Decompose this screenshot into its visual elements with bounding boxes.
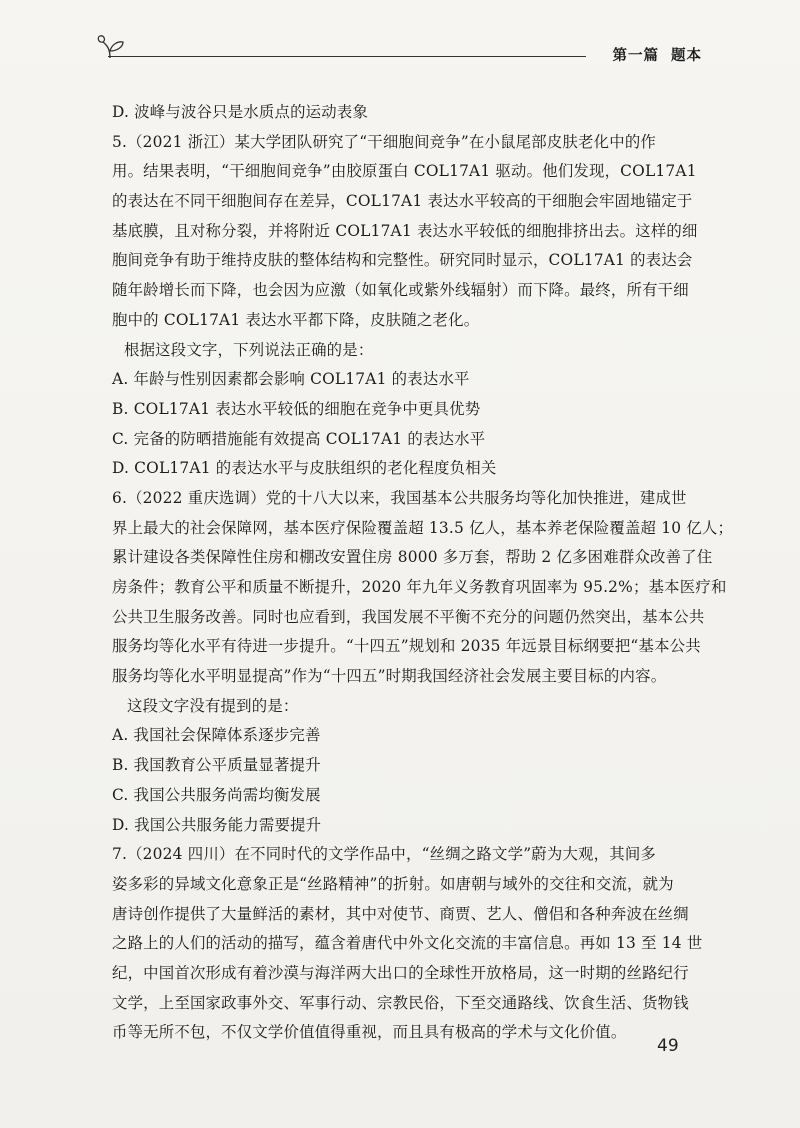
option-line: D. 我国公共服务能力需要提升 <box>112 815 322 834</box>
running-header <box>96 34 702 70</box>
paragraph-line: 累计建设各类保障性住房和棚改安置住房 8000 多万套，帮助 2 亿多困难群众改善了住 <box>112 548 713 567</box>
option-line: C. 我国公共服务尚需均衡发展 <box>112 785 321 804</box>
paragraph-line: 基底膜，且对称分裂，并将附近 COL17A1 表达水平较低的细胞排挤出去。这样的细 <box>112 221 698 240</box>
sprout-icon <box>96 34 130 62</box>
paragraph-line: 之路上的人们的活动的描写，蕴含着唐代中外文化交流的丰富信息。再如 13 至 14 世 <box>112 934 703 953</box>
paragraph-line: 纪，中国首次形成有着沙漠与海洋两大出口的全球性开放格局，这一时期的丝路纪行 <box>112 963 689 982</box>
option-line: B. COL17A1 表达水平较低的细胞在竞争中更具优势 <box>112 399 481 418</box>
option-line: D. 波峰与波谷只是水质点的运动表象 <box>112 103 369 121</box>
paragraph-line: 币等无所不包，不仅文学价值值得重视，而且具有极高的学术与文化价值。 <box>112 1023 627 1042</box>
paragraph-line: 房条件；教育公平和质量不断提升，2020 年九年义务教育巩固率为 95.2%；基本医疗和 <box>112 578 727 596</box>
question-line: 5.（2021 浙江）某大学团队研究了“干细胞间竞争”在小鼠尾部皮肤老化中的作 <box>112 132 656 151</box>
paragraph-line: 的表达在不同干细胞间存在差异，COL17A1 表达水平较高的干细胞会牢固地锚定于 <box>112 192 693 211</box>
option-line: C. 完备的防晒措施能有效提高 COL17A1 的表达水平 <box>112 429 486 448</box>
paragraph-line: 随年龄增长而下降，也会因为应激（如氧化或紫外线辐射）而下降。最终，所有干细 <box>112 281 689 300</box>
page-number: 49 <box>657 1036 679 1056</box>
question-prompt: 根据这段文字，下列说法正确的是： <box>124 340 374 359</box>
paragraph-line: 文学，上至国家政事外交、军事行动、宗教民俗，下至交通路线、饮食生活、货物钱 <box>112 993 689 1012</box>
option-line: B. 我国教育公平质量显著提升 <box>112 756 321 775</box>
option-line: A. 我国社会保障体系逐步完善 <box>112 726 321 745</box>
question-prompt: 这段文字没有提到的是： <box>127 696 299 715</box>
header-title <box>613 44 703 65</box>
option-line: D. COL17A1 的表达水平与皮肤组织的老化程度负相关 <box>112 459 497 478</box>
header-topic: 题本 <box>671 48 702 64</box>
body-text <box>112 98 734 1048</box>
paragraph-line: 服务均等化水平有待进一步提升。“十四五”规划和 2035 年远景目标纲要把“基本公共 <box>112 637 701 656</box>
question-line: 7.（2024 四川）在不同时代的文学作品中，“丝绸之路文学”蔚为大观，其间多 <box>112 845 656 864</box>
paragraph-line: 服务均等化水平明显提高”作为“十四五”时期我国经济社会发展主要目标的内容。 <box>112 667 667 686</box>
question-line: 6.（2022 重庆选调）党的十八大以来，我国基本公共服务均等化加快推进，建成世 <box>112 488 687 507</box>
paragraph-line: 胞中的 COL17A1 表达水平都下降，皮肤随之老化。 <box>112 310 480 329</box>
paragraph-line: 界上最大的社会保障网，基本医疗保险覆盖超 13.5 亿人，基本养老保险覆盖超 10 亿人； <box>112 518 734 537</box>
header-section: 第一篇 <box>612 48 659 64</box>
header-rule <box>108 56 586 57</box>
paragraph-line: 姿多彩的异域文化意象正是“丝路精神”的折射。如唐朝与域外的交往和交流，就为 <box>112 874 674 893</box>
paragraph-line: 唐诗创作提供了大量鲜活的素材，其中对使节、商贾、艺人、僧侣和各种奔波在丝绸 <box>112 904 689 923</box>
paragraph-line: 胞间竞争有助于维持皮肤的整体结构和完整性。研究同时显示，COL17A1 的表达会 <box>112 251 693 270</box>
paragraph-line: 用。结果表明，“干细胞间竞争”由胶原蛋白 COL17A1 驱动。他们发现，COL17A1 <box>112 162 697 181</box>
paragraph-line: 公共卫生服务改善。同时也应看到，我国发展不平衡不充分的问题仍然突出，基本公共 <box>112 607 705 626</box>
option-line: A. 年龄与性别因素都会影响 COL17A1 的表达水平 <box>112 370 470 389</box>
